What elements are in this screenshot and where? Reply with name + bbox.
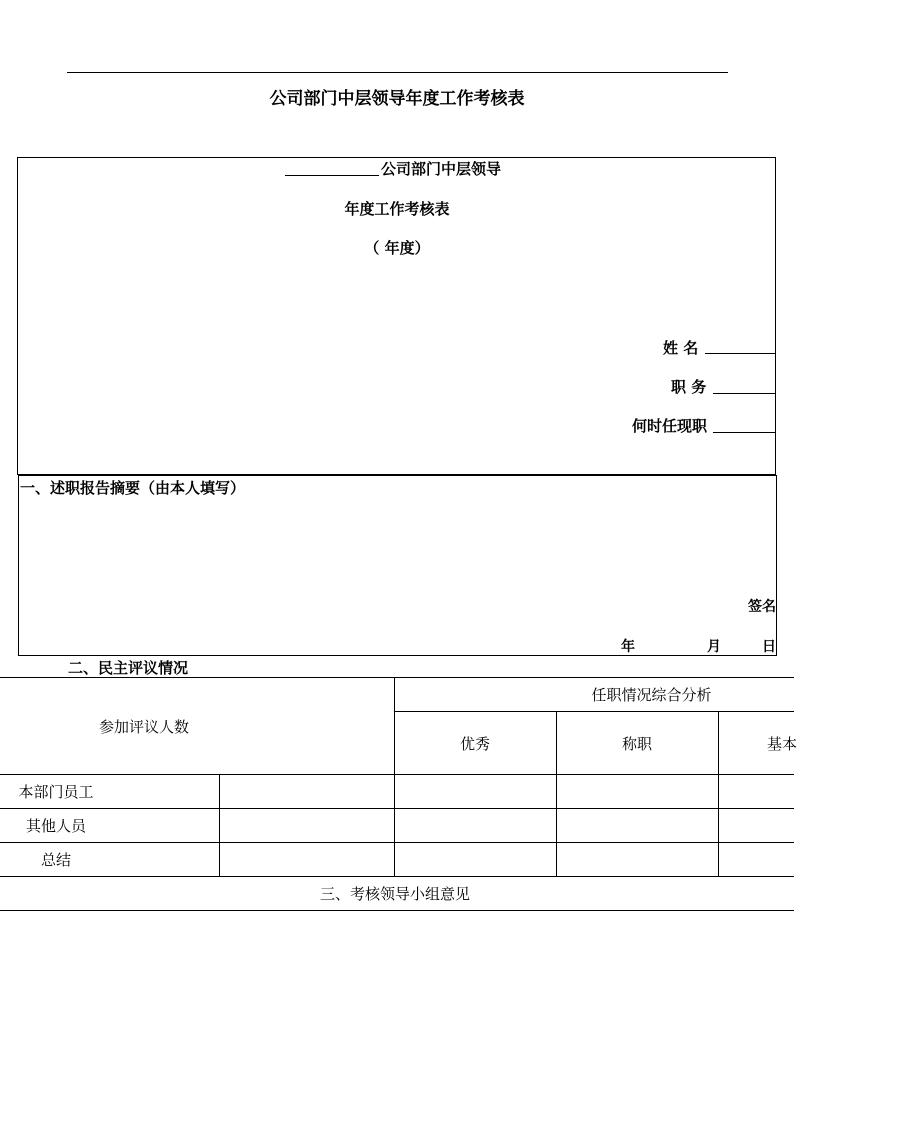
row-label-summary: 总结 [40, 851, 71, 869]
table-cell[interactable] [395, 775, 556, 808]
analysis-header: 任职情况综合分析 [591, 686, 712, 704]
day-label: 日 [762, 639, 776, 655]
table-cell[interactable] [395, 843, 556, 876]
company-name-blank[interactable] [285, 175, 379, 176]
evaluation-heading: 二、民主评议情况 [68, 659, 189, 677]
position-label: 职 务 [671, 378, 707, 396]
summary-heading: 一、述职报告摘要（由本人填写） [20, 479, 246, 497]
cover-line-2: 年度工作考核表 [344, 200, 450, 218]
name-field[interactable] [705, 353, 775, 354]
table-cell[interactable] [220, 809, 394, 842]
table-cell[interactable] [395, 809, 556, 842]
cover-line-3: （ 年度） [364, 239, 430, 257]
month-label: 月 [707, 639, 721, 655]
table-rule [0, 910, 794, 911]
participants-header: 参加评议人数 [98, 717, 189, 736]
review-group-heading: 三、考核领导小组意见 [319, 885, 470, 903]
year-label: 年 [621, 639, 635, 655]
table-cell[interactable] [557, 809, 718, 842]
summary-box[interactable] [18, 475, 777, 656]
table-cell[interactable] [557, 775, 718, 808]
tenure-label: 何时任现职 [632, 417, 708, 435]
row-label-others: 其他人员 [25, 817, 86, 835]
page-title: 公司部门中层领导年度工作考核表 [269, 89, 525, 109]
name-label: 姓 名 [663, 339, 699, 357]
grade-basic: 基本 [767, 734, 798, 753]
grade-competent: 称职 [621, 734, 652, 753]
grade-excellent: 优秀 [459, 734, 490, 753]
signature-label: 签名 [748, 599, 776, 615]
table-rule [718, 711, 719, 876]
cover-line-1: 公司部门中层领导 [381, 160, 502, 178]
table-cell[interactable] [220, 843, 394, 876]
row-label-department-staff: 本部门员工 [18, 783, 94, 801]
top-rule [67, 72, 728, 73]
table-cell[interactable] [220, 775, 394, 808]
position-field[interactable] [713, 393, 775, 394]
table-cell[interactable] [557, 843, 718, 876]
tenure-field[interactable] [713, 432, 775, 433]
